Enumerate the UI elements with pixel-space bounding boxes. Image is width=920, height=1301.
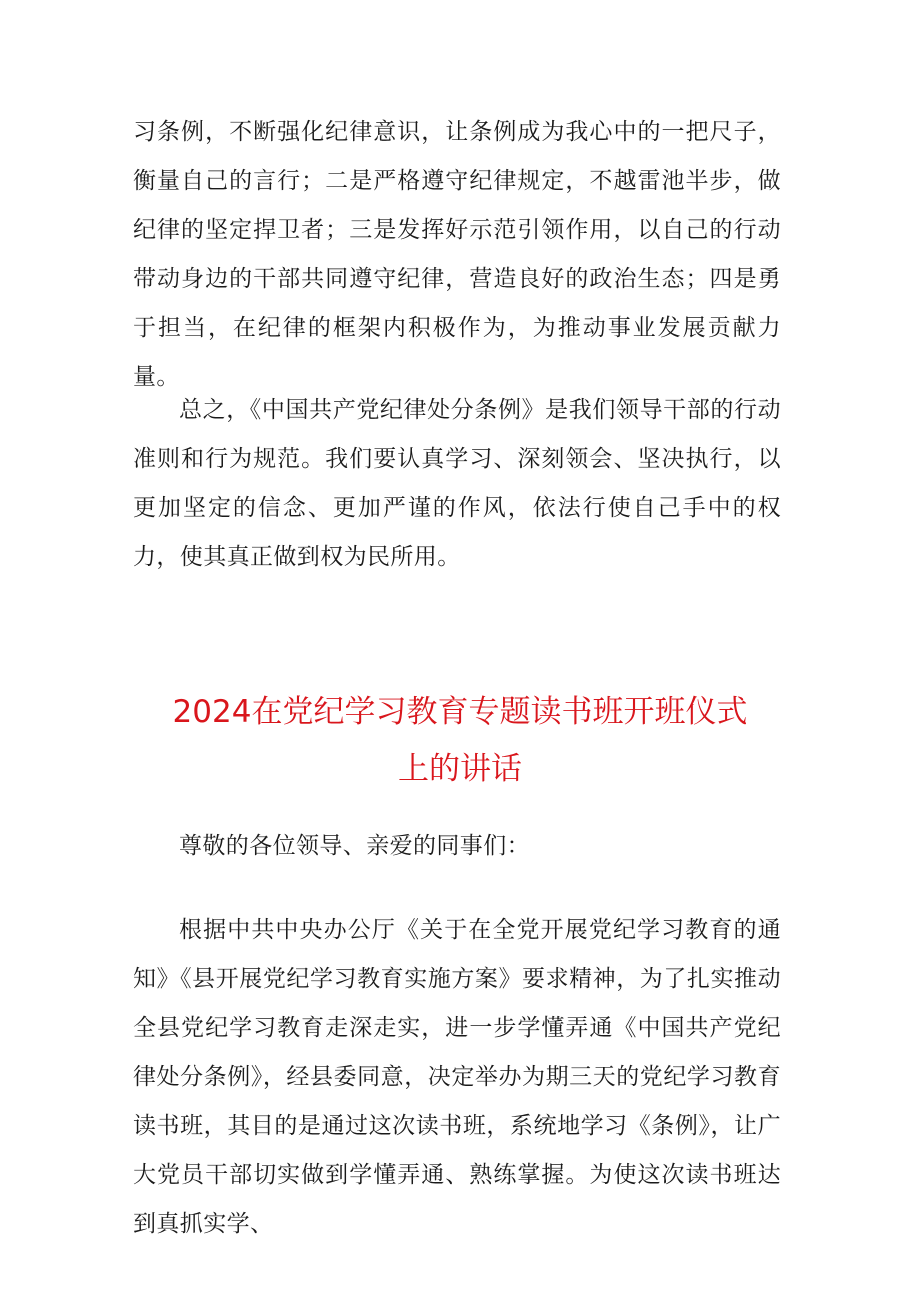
speech-title	[110, 684, 810, 798]
body-paragraph-intro: 根据中共中央办公厅《关于在全党开展党纪学习教育的通知》《县开展党纪学习教育实施方案》要求精神，为了扎实推动全县党纪学习教育走深走实，进一步学懂弄通《中国共产党纪律处分条例》，经县委同意，决定举办为期三天的党纪学习教育读书班，其目的是通过这次读书班，系统地学习《条例》，让广大党员干部切实做到学懂弄通、熟练掌握。为使这次读书班达到真抓实学、	[133, 917, 781, 1237]
speech-title-line-1: 2024在党纪学习教育专题读书班开班仪式	[172, 694, 748, 730]
salutation: 尊敬的各位领导、亲爱的同事们：	[179, 833, 530, 859]
speech-title-line-2: 上的讲话	[398, 751, 522, 787]
body-paragraph-conclusion: 总之，《中国共产党纪律处分条例》是我们领导干部的行动准则和行为规范。我们要认真学习、深刻领会、坚决执行，以更加坚定的信念、更加严谨的作风，依法行使自己手中的权力，使其真正做到权为民所用。	[133, 397, 781, 570]
body-paragraph-continued: 习条例，不断强化纪律意识，让条例成为我心中的一把尺子，衡量自己的言行；二是严格遵守纪律规定，不越雷池半步，做纪律的坚定捍卫者；三是发挥好示范引领作用，以自己的行动带动身边的干部共同遵守纪律，营造良好的政治生态；四是勇于担当，在纪律的框架内积极作为，为推动事业发展贡献力量。	[133, 119, 781, 390]
